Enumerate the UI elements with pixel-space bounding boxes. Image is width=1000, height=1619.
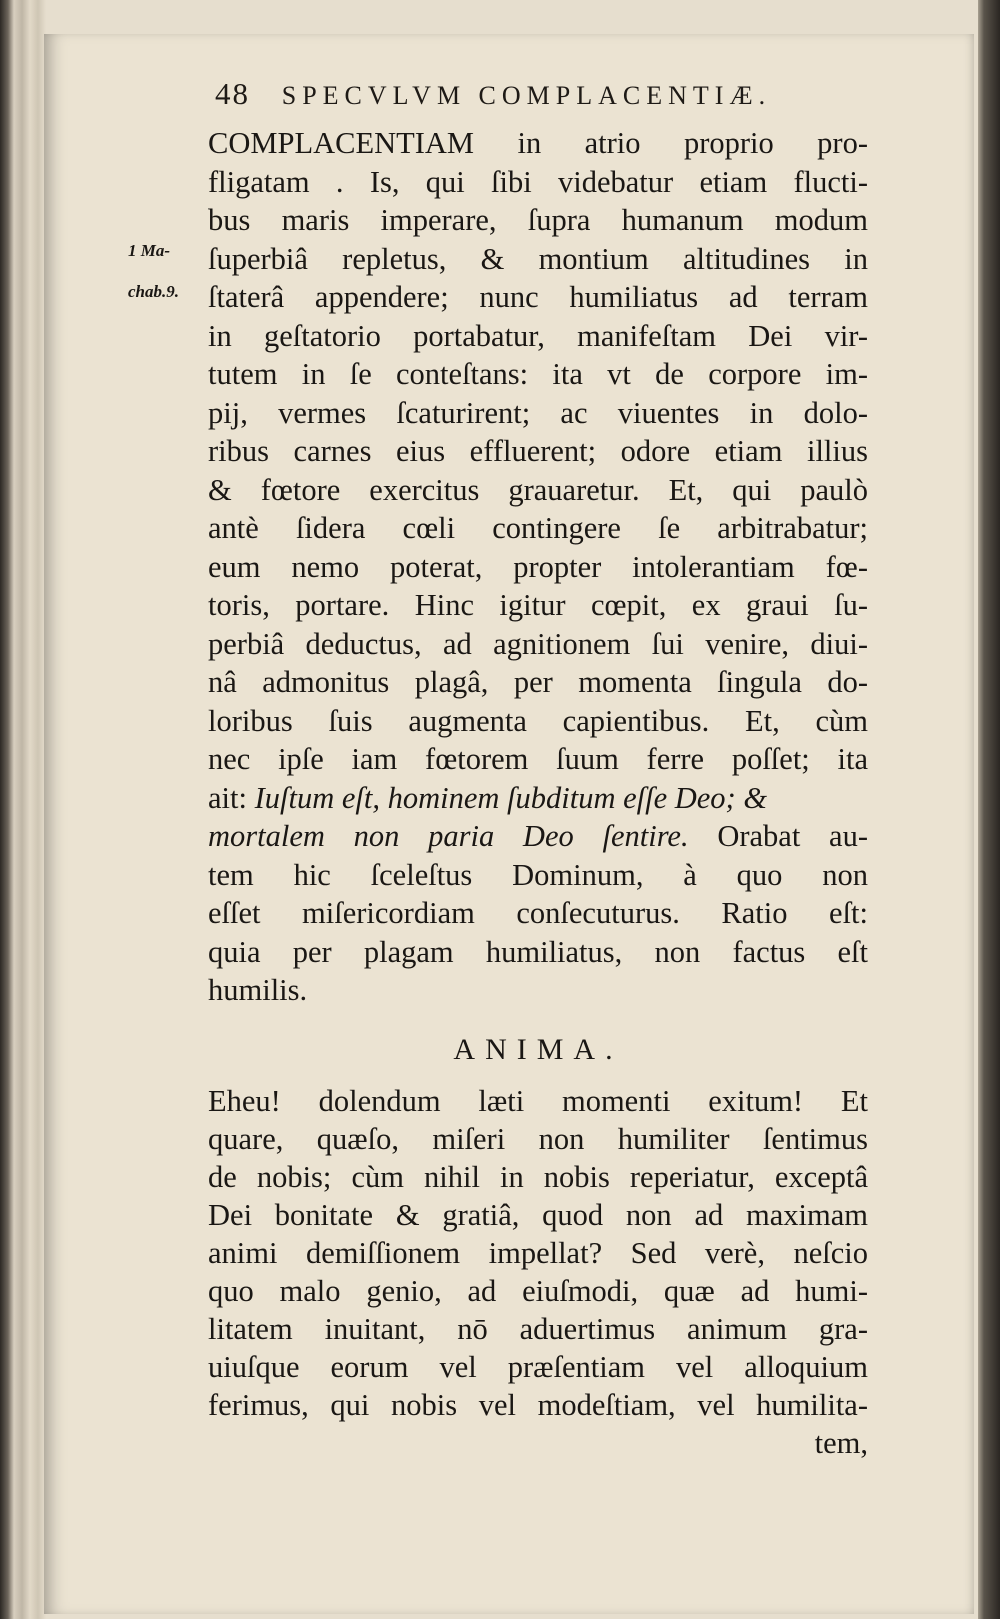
text-line: in geſtatorio portabatur, manifeſtam Dei vir- [208, 318, 868, 353]
catchword: tem, [814, 1426, 868, 1460]
text-line: quo malo genio, ad eiuſmodi, quæ ad humi- [208, 1274, 868, 1308]
section-heading: ANIMA. [453, 1033, 623, 1066]
text-line: quia per plagam humiliatus, non factus eſt [208, 934, 868, 969]
text-line: ſtaterâ appendere; nunc humiliatus ad terram [208, 280, 868, 314]
text-line: toris, portare. Hinc igitur cœpit, ex graui ſu- [208, 588, 868, 622]
quote-lead: ait: [208, 780, 247, 815]
text-line: litatem inuitant, nō aduertimus animum gra- [208, 1312, 868, 1346]
text-line: nec ipſe iam fœtorem ſuum ferre poſſet; ita [208, 742, 868, 776]
text-line: ſuperbiâ repletus, & montium altitudines in [208, 241, 868, 276]
margin-note-1: 1 Ma- [128, 241, 171, 260]
page-number: 48 [215, 76, 250, 111]
text-line: loribus ſuis augmenta capientibus. Et, cùm [208, 703, 868, 738]
text-line: & fœtore exercitus grauaretur. Et, qui paulò [208, 472, 868, 507]
quote-italic-2: mortalem non paria Deo ſentire. [208, 819, 689, 853]
quote-italic-1: Iuſtum eſt, hominem ſubditum eſſe Deo; & [254, 780, 768, 815]
text-line: de nobis; cùm nihil in nobis reperiatur, exceptâ [208, 1160, 868, 1194]
text-line: antè ſidera cœli contingere ſe arbitrabatur; [208, 511, 868, 545]
text-line: Eheu! dolendum læti momenti exitum! Et [208, 1084, 868, 1118]
text-line: ferimus, qui nobis vel modeſtiam, vel humilita- [208, 1388, 868, 1422]
text-line: quare, quæſo, miſeri non humiliter ſentimus [208, 1122, 868, 1156]
text-line: pij, vermes ſcaturirent; ac viuentes in dolo- [208, 395, 868, 430]
text-line: ribus carnes eius effluerent; odore etiam illius [208, 434, 868, 468]
running-header [215, 76, 855, 112]
text-line: humilis. [208, 973, 308, 1007]
page-edge-right [978, 0, 1000, 1619]
text-line: tem hic ſceleſtus Dominum, à quo non [208, 857, 868, 892]
text-line: nâ admonitus plagâ, per momenta ſingula do- [208, 665, 868, 699]
margin-note-2: chab.9. [128, 282, 179, 301]
quote-line-2 [208, 817, 868, 856]
text-line: bus maris imperare, ſupra humanum modum [208, 203, 868, 237]
text-line: uiuſque eorum vel præſentiam vel alloquium [208, 1350, 868, 1384]
text-line: eum nemo poterat, propter intolerantiam fœ- [208, 549, 868, 584]
text-line: fligatam . Is, qui ſibi videbatur etiam flucti- [208, 164, 868, 199]
quote-line-1 [208, 779, 868, 818]
text-line: tutem in ſe conteſtans: ita vt de corpore im- [208, 357, 868, 391]
text-line: eſſet miſericordiam conſecuturus. Ratio eſt: [208, 896, 868, 930]
paragraph-2 [208, 1082, 868, 1462]
paragraph-1 [208, 124, 868, 1010]
text-line: perbiâ deductus, ad agnitionem ſui venire, diui- [208, 626, 868, 661]
text-line: animi demiſſionem impellat? Sed verè, neſcio [208, 1236, 868, 1270]
text-line: COMPLACENTIAM in atrio proprio pro- [208, 126, 868, 160]
quote-after: Orabat au- [717, 819, 868, 853]
text-line: Dei bonitate & gratiâ, quod non ad maximam [208, 1198, 868, 1232]
running-title: SPECVLVM COMPLACENTIÆ. [281, 81, 772, 110]
